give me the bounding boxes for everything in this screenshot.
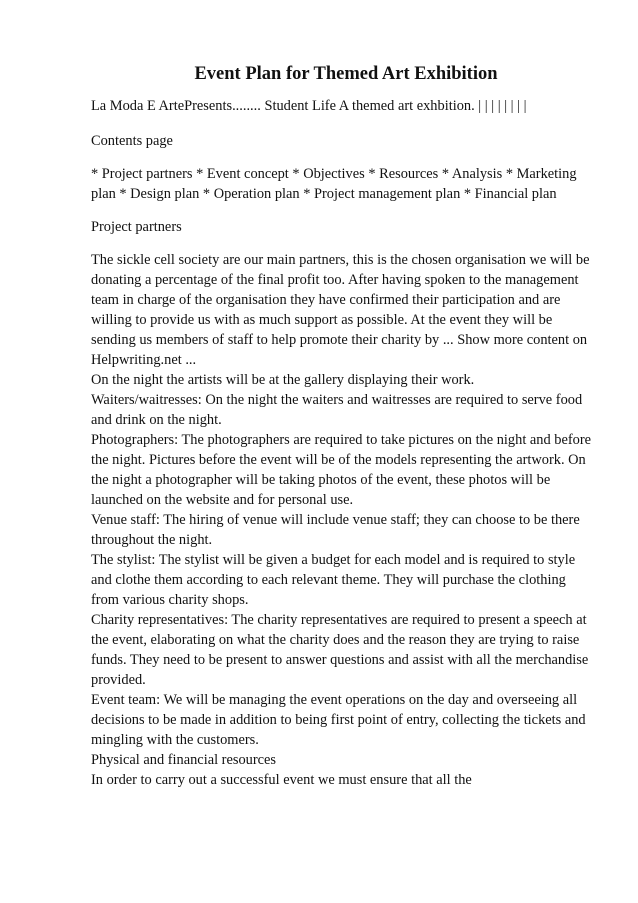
paragraph-waiters: Waiters/waitresses: On the night the waiters and waitresses are required to serve food and drink on the night.: [91, 392, 583, 428]
contents-list: * Project partners * Event concept * Objectives * Resources * Analysis * Marketing plan * Design plan * Operation plan * Project management plan * Financial plan: [91, 166, 577, 202]
intro-line: La Moda E ArtePresents........ Student Life A themed art exhbition. | | | | | | | |: [91, 98, 527, 114]
contents-heading: Contents page: [91, 133, 173, 149]
paragraph-artists: On the night the artists will be at the gallery displaying their work.: [91, 372, 475, 388]
paragraph-stylist: The stylist: The stylist will be given a budget for each model and is required to style and clothe them according to each relevant theme. They will purchase the clothing from various charity shops.: [91, 552, 576, 608]
paragraph-charity-representatives: Charity representatives: The charity representatives are required to present a speech at the event, elaborating on what the charity does and the reason they are trying to raise funds. They need to be present to answer questions and assist with all the merchandise provided.: [91, 612, 589, 688]
body-text: [91, 250, 597, 790]
paragraph-event-team: Event team: We will be managing the event operations on the day and overseeing all decisions to be made in addition to being first point of entry, collecting the tickets and mingling with the customers.: [91, 692, 586, 748]
document-title: Event Plan for Themed Art Exhibition: [194, 64, 498, 84]
paragraph-photographers: Photographers: The photographers are required to take pictures on the night and before the night. Pictures before the event will be of the models representing the artwork. On the night a photographer will be taking photos of the event, these photos will be launched on the website and for personal use.: [91, 432, 592, 508]
paragraph-venue-staff: Venue staff: The hiring of venue will include venue staff; they can choose to be there throughout the night.: [91, 512, 580, 548]
paragraph-resources-intro: In order to carry out a successful event we must ensure that all the: [91, 772, 472, 788]
project-partners-heading: Project partners: [91, 219, 182, 235]
paragraph-resources-heading: Physical and financial resources: [91, 752, 277, 768]
paragraph-partners: The sickle cell society are our main partners, this is the chosen organisation we will be donating a percentage of the final profit too. After having spoken to the management team in charge of the organisation they have confirmed their participation and are willing to provide us with as much support as possible. At the event they will be sending us members of staff to help promote their charity by ... Show more content on Helpwriting.net ...: [91, 252, 590, 368]
